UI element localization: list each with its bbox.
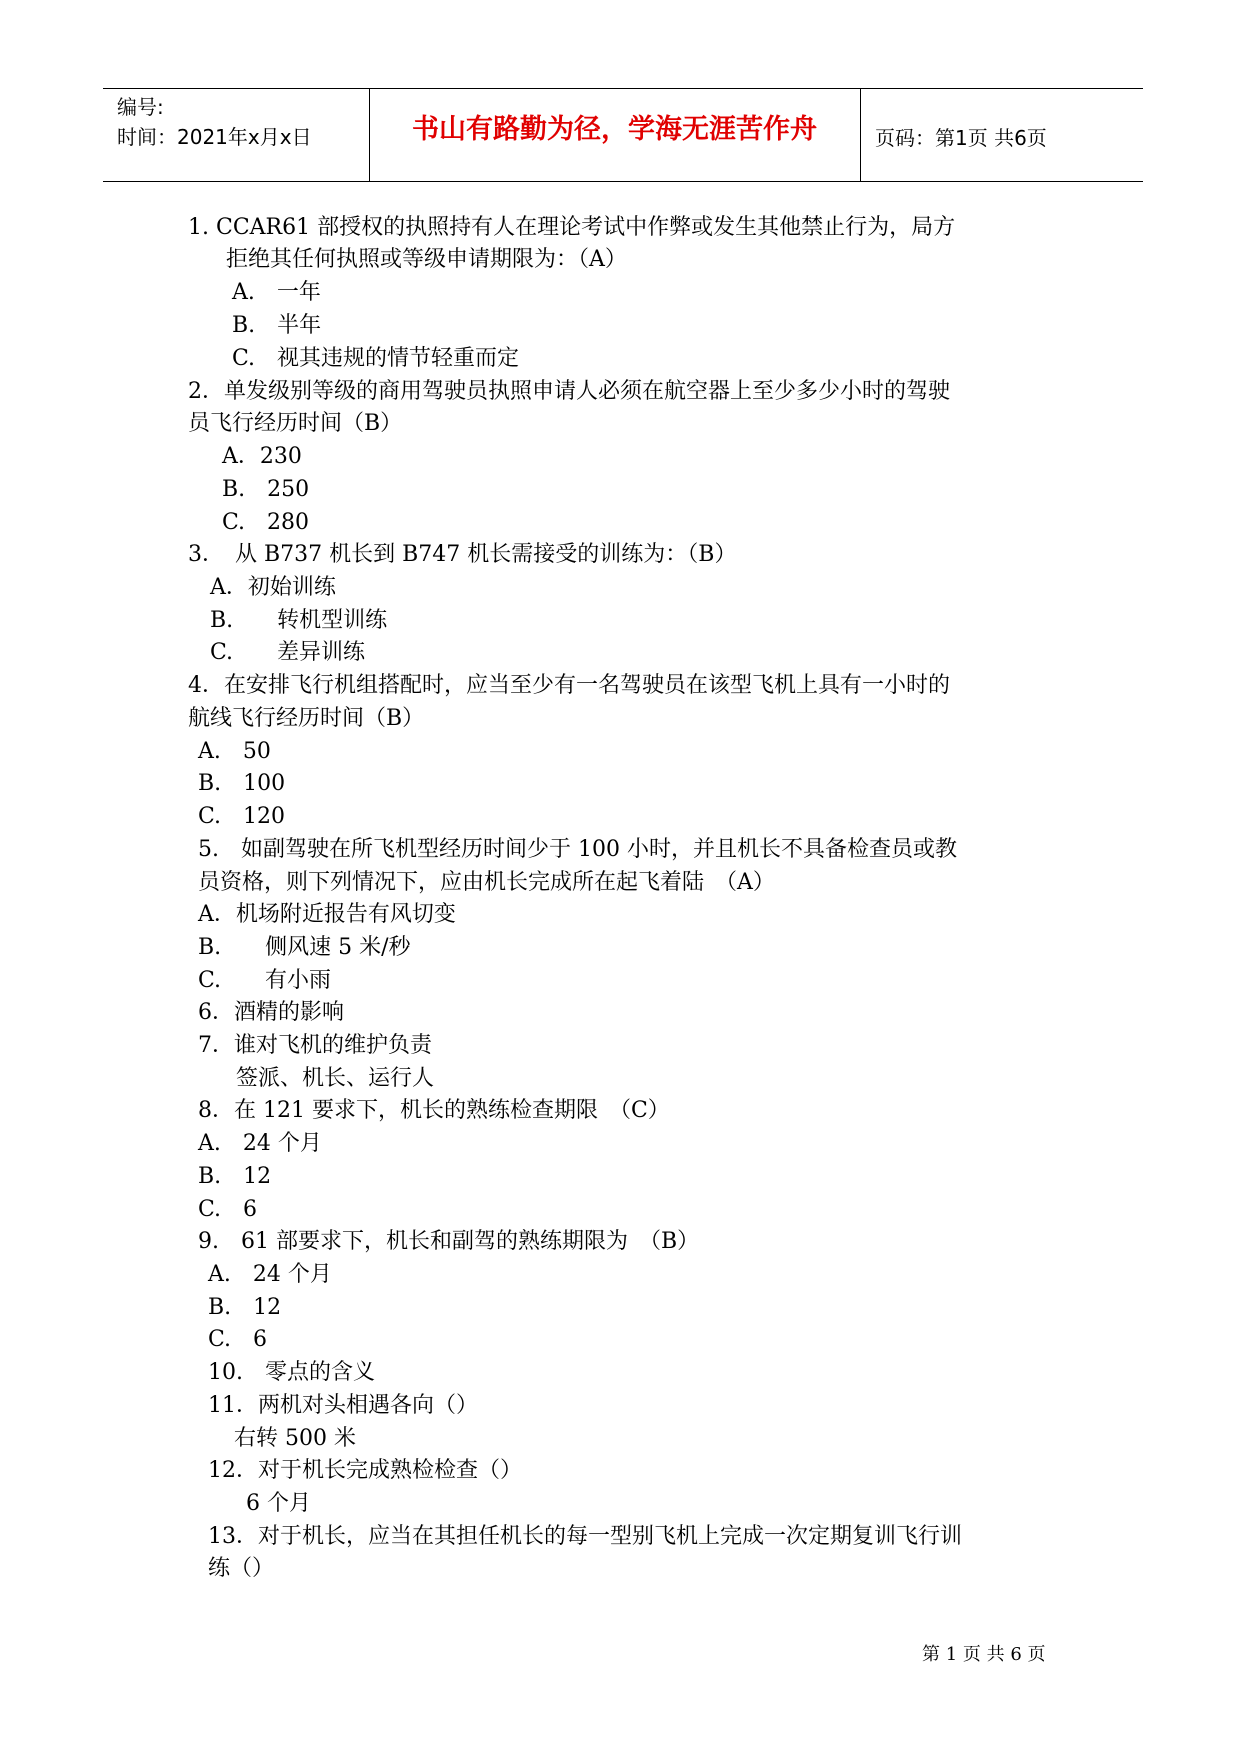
footer-page-number: 第 1 页 共 6 页 xyxy=(922,1644,1046,1665)
question-line: 2．单发级别等级的商用驾驶员执照申请人必须在航空器上至少多少小时的驾驶 xyxy=(188,379,950,404)
answer-option: C. 6 xyxy=(208,1327,268,1352)
header-divider-right xyxy=(860,88,861,181)
question-line: 员飞行经历时间（B） xyxy=(188,411,403,436)
question-line: 1. CCAR61 部授权的执照持有人在理论考试中作弊或发生其他禁止行为，局方 xyxy=(188,215,956,240)
answer-option: A．初始训练 xyxy=(210,575,336,600)
question-line: 4．在安排飞行机组搭配时，应当至少有一名驾驶员在该型飞机上具有一小时的 xyxy=(188,673,950,698)
answer-option: B. 侧风速 5 米/秒 xyxy=(198,935,411,960)
question-line: 8．在 121 要求下，机长的熟练检查期限 （C） xyxy=(198,1098,670,1123)
question-line: 10. 零点的含义 xyxy=(208,1360,375,1385)
question-line: 员资格，则下列情况下，应由机长完成所在起飞着陆 （A） xyxy=(198,870,775,895)
question-line: 7．谁对飞机的维护负责 xyxy=(198,1033,432,1058)
question-line: 6．酒精的影响 xyxy=(198,1000,344,1025)
answer-option: A. 24 个月 xyxy=(208,1262,332,1287)
answer-option: B. 100 xyxy=(198,771,286,796)
answer-option: A．230 xyxy=(222,444,302,469)
answer-option: C. 120 xyxy=(198,804,286,829)
answer-option: B. 转机型训练 xyxy=(210,608,388,633)
question-line: 练（） xyxy=(208,1556,275,1581)
question-line: 12．对于机长完成熟检检查（） xyxy=(208,1458,522,1483)
answer-option: B. 250 xyxy=(222,477,310,502)
question-line: 11．两机对头相遇各向（） xyxy=(208,1393,478,1418)
answer-option: A. 50 xyxy=(198,739,271,764)
answer-option: A. 一年 xyxy=(232,280,321,305)
question-line: 3． 从 B737 机长到 B747 机长需接受的训练为：（B） xyxy=(188,542,737,567)
answer-option: A. 24 个月 xyxy=(198,1131,322,1156)
time-label: 时间：2021年x月x日 xyxy=(117,125,312,149)
answer-option: C. 差异训练 xyxy=(210,640,366,665)
answer-option: C. 280 xyxy=(222,510,310,535)
answer-line: 6 个月 xyxy=(246,1491,311,1516)
header-bottom-rule xyxy=(103,181,1143,182)
answer-option: B. 12 xyxy=(198,1164,272,1189)
answer-option: C. 6 xyxy=(198,1197,258,1222)
answer-line: 签派、机长、运行人 xyxy=(236,1066,435,1091)
answer-option: C. 有小雨 xyxy=(198,968,332,993)
header-page-number: 页码：第1页 共6页 xyxy=(875,126,1047,150)
answer-line: 右转 500 米 xyxy=(234,1426,356,1451)
serial-label: 编号: xyxy=(117,95,164,119)
question-line: 航线飞行经历时间（B） xyxy=(188,706,425,731)
answer-option: B. 12 xyxy=(208,1295,282,1320)
answer-option: A．机场附近报告有风切变 xyxy=(198,902,456,927)
question-line: 13．对于机长，应当在其担任机长的每一型别飞机上完成一次定期复训飞行训 xyxy=(208,1524,962,1549)
question-line: 拒绝其任何执照或等级申请期限为：（A） xyxy=(226,247,627,272)
answer-option: C. 视其违规的情节轻重而定 xyxy=(232,346,520,371)
question-line: 5. 如副驾驶在所飞机型经历时间少于 100 小时，并且机长不具备检查员或教 xyxy=(198,837,957,862)
answer-option: B. 半年 xyxy=(232,313,322,338)
header-meta xyxy=(117,92,312,152)
header-top-rule xyxy=(103,88,1143,89)
question-line: 9. 61 部要求下，机长和副驾的熟练期限为 （B） xyxy=(198,1229,700,1254)
header-motto: 书山有路勤为径，学海无涯苦作舟 xyxy=(412,114,817,145)
